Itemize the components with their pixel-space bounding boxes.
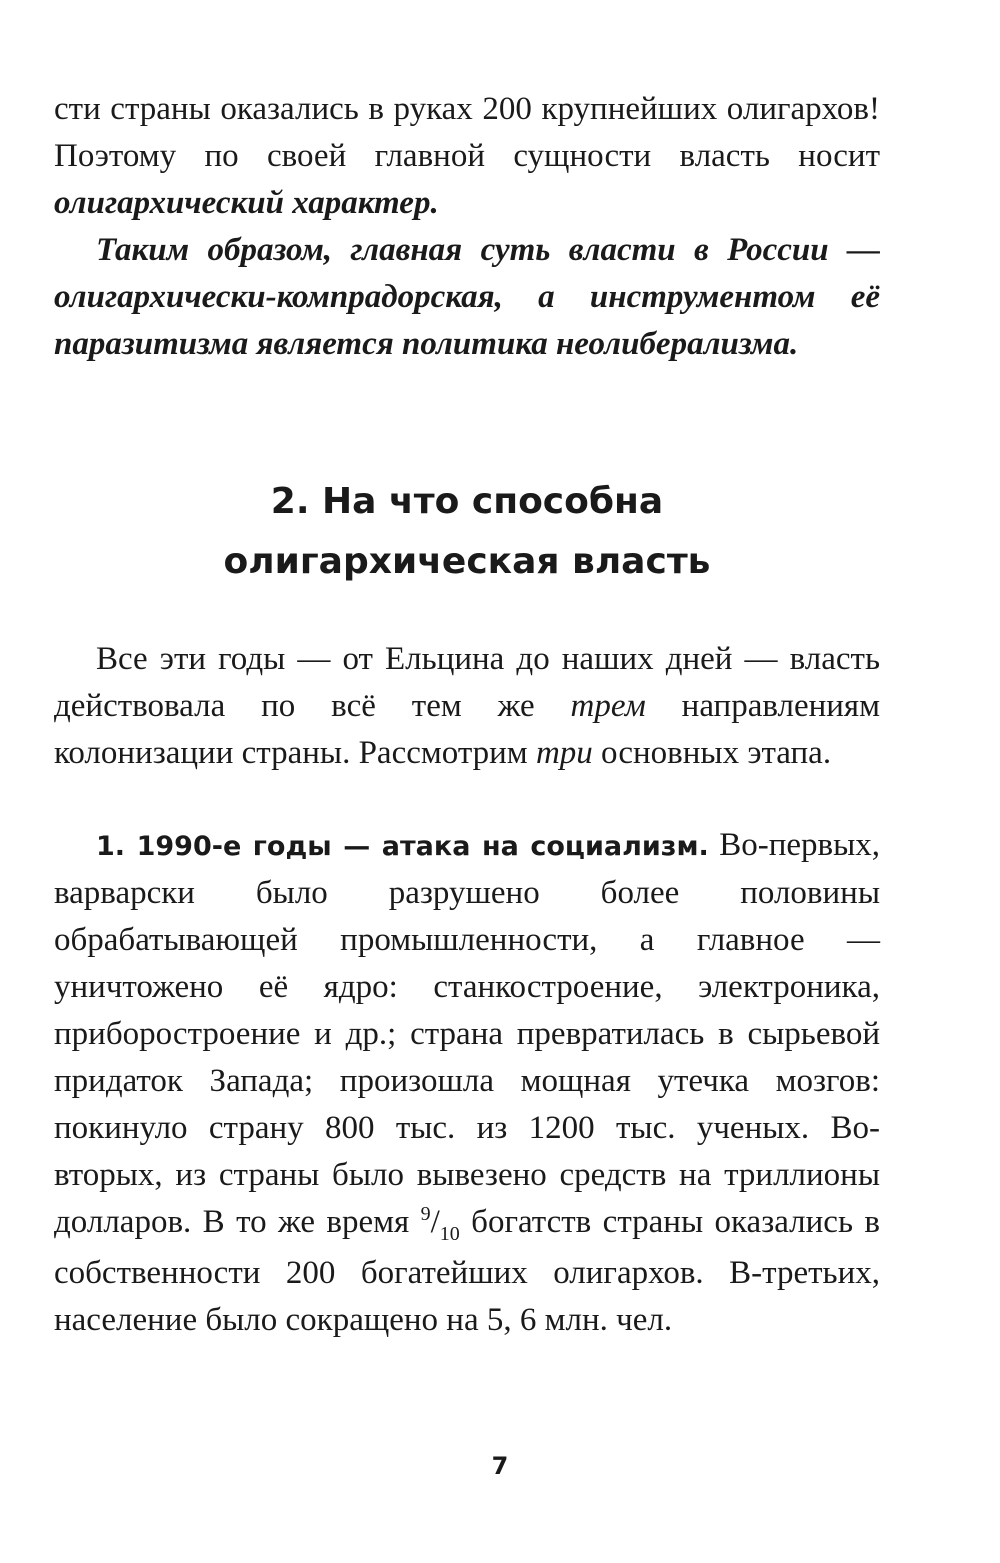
page-body: [54, 86, 880, 1344]
paragraph-text: сти страны оказались в руках 200 крупнейших олигархов! Поэтому по своей главной сущности власть носит: [54, 91, 880, 174]
intro-emphasis-three-stages: три: [535, 735, 593, 771]
fraction-nine-tenths: [420, 1203, 460, 1245]
intro-text-3: основных этапа.: [592, 735, 832, 771]
paragraph-conclusion: Таким образом, главная суть власти в России — олигархически-компрадорская, а инструментом её паразитизма является политика неолиберализма.: [54, 232, 880, 362]
stage-heading: 1. 1990-е годы — атака на социализм.: [96, 831, 709, 862]
intro-emphasis-three-directions: трем: [570, 688, 646, 724]
fraction-denominator: 10: [439, 1223, 460, 1245]
section-heading-line-1: 2. На что способна: [270, 481, 664, 522]
stage-text-2: богатств страны оказались в собственности 200 богатейших олигархов. В-третьих, население было сокращено на 5, 6 млн. чел.: [54, 1204, 880, 1338]
page-number: 7: [491, 1452, 509, 1480]
fraction-numerator: 9: [420, 1203, 431, 1225]
intro-text-2: направлениям колонизации страны. Рассмотрим: [54, 688, 880, 771]
section-heading: [54, 368, 880, 592]
paragraph-oligarchy: [54, 86, 880, 227]
stage-text-1: Во-первых, варварски было разрушено более половины обрабатывающей промышленности, а главное — уничтожено её ядро: станкостроение, электроника, приборостроение и др.; страна превратилась в сырьевой придаток Запада; произошла мощная утечка мозгов: покинуло страну 800 тыс. из 1200 тыс. ученых. Во-вторых, из страны было вывезено средств на триллионы долларов. В то же время: [54, 827, 881, 1240]
emphasis-oligarchic-character: олигархический характер.: [54, 185, 439, 221]
paragraph-stage-1990s: [54, 822, 880, 1344]
section-heading-line-2: олигархическая власть: [223, 541, 711, 582]
fraction-slash: /: [430, 1204, 440, 1240]
intro-text-1: Все эти годы — от Ельцина до наших дней — власть действовала по всё тем же: [54, 641, 880, 724]
paragraph-intro: [54, 636, 880, 777]
